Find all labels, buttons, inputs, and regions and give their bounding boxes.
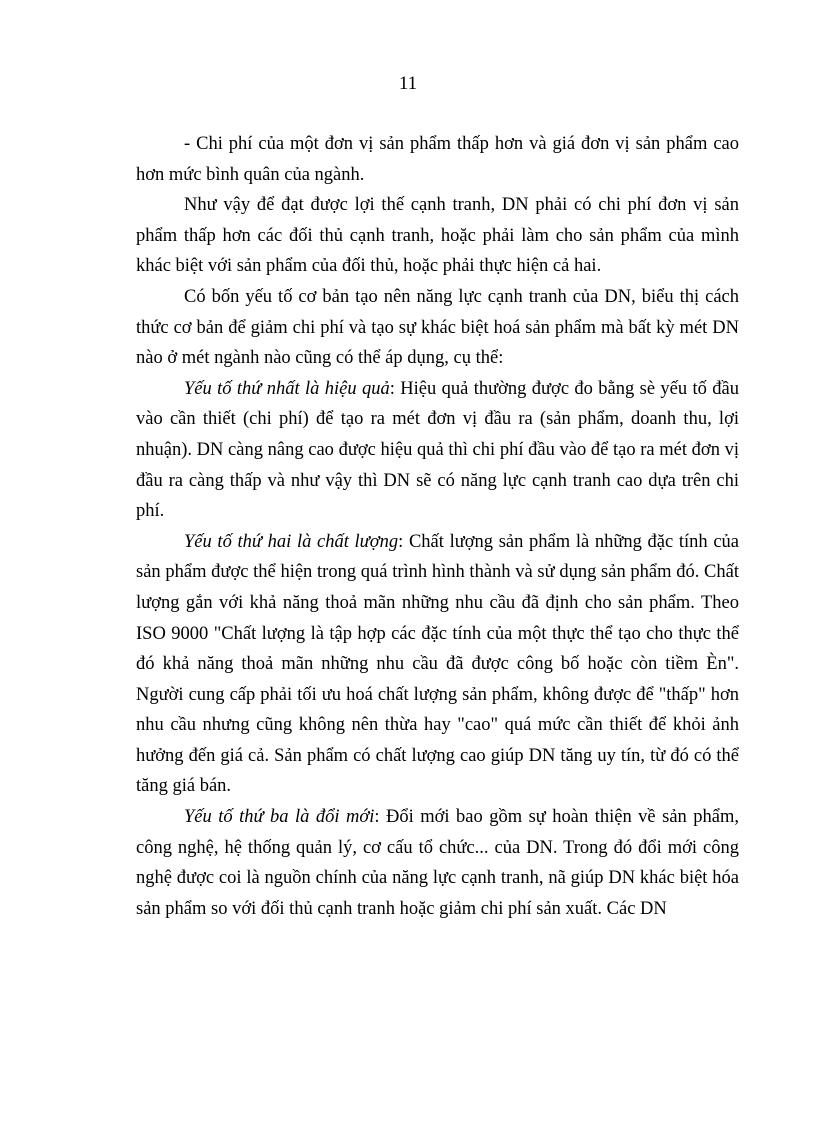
- paragraph-efficiency-lead: Yếu tố thứ nhất là hiệu quả: [184, 378, 390, 399]
- paragraph-2: [136, 190, 739, 282]
- paragraph-1-text: - Chi phí của một đơn vị sản phẩm thấp hơn và giá đơn vị sản phẩm cao hơn mức bình quân của ngành.: [136, 134, 739, 185]
- page-number: 11: [398, 73, 418, 94]
- paragraph-innovation: [136, 802, 739, 924]
- paragraph-1: [136, 129, 739, 190]
- paragraph-quality: [136, 527, 739, 802]
- paragraph-quality-lead: Yếu tố thứ hai là chất lượng: [184, 531, 399, 552]
- paragraph-3: [136, 282, 739, 374]
- document-body: [136, 129, 739, 924]
- paragraph-innovation-text: : Đổi mới bao gồm sự hoàn thiện về sản phẩm, công nghệ, hệ thống quản lý, cơ cấu tổ chức... của DN. Trong đó đổi mới công nghệ được coi là nguồn chính của năng lực cạnh tranh, nã giúp DN khác biệt hóa sản phẩm so với đối thủ cạnh tranh hoặc giảm chi phí sản xuất. Các DN: [136, 807, 739, 919]
- paragraph-quality-text: : Chất lượng sản phẩm là những đặc tính của sản phẩm được thể hiện trong quá trình hình thành và sử dụng sản phẩm đó. Chất lượng gắn với khả năng thoả mãn những nhu cầu đã định cho sản phẩm. Theo ISO 9000 "Chất lượng là tập hợp các đặc tính của một thực thể tạo cho thực thể đó khả năng thoả mãn những nhu cầu đã được công bố hoặc còn tiềm Èn". Người cung cấp phải tối ưu hoá chất lượng sản phẩm, không được để "thấp" hơn nhu cầu nhưng cũng không nên thừa hay "cao" quá mức cần thiết để khỏi ảnh hưởng đến giá cả. Sản phẩm có chất lượng cao giúp DN tăng uy tín, từ đó có thể tăng giá bán.: [136, 531, 740, 797]
- paragraph-efficiency-text: : Hiệu quả thường được đo bằng sè yếu tố đầu vào cần thiết (chi phí) để tạo ra mét đơn vị đầu ra (sản phẩm, doanh thu, lợi nhuận). DN càng nâng cao được hiệu quả thì chi phí đầu vào để tạo ra mét đơn vị đầu ra càng thấp và như vậy thì DN sẽ có năng lực cạnh tranh cao dựa trên chi phí.: [136, 378, 739, 522]
- paragraph-efficiency: [136, 374, 739, 527]
- paragraph-innovation-lead: Yếu tố thứ ba là đổi mới: [184, 807, 375, 828]
- paragraph-3-text: Có bốn yếu tố cơ bản tạo nên năng lực cạnh tranh của DN, biểu thị cách thức cơ bản để giảm chi phí và tạo sự khác biệt hoá sản phẩm mà bất kỳ mét DN nào ở mét ngành nào cũng có thể áp dụng, cụ thể:: [136, 286, 739, 369]
- paragraph-2-text: Như vậy để đạt được lợi thế cạnh tranh, DN phải có chi phí đơn vị sản phẩm thấp hơn các đối thủ cạnh tranh, hoặc phải làm cho sản phẩm của mình khác biệt với sản phẩm của đối thủ, hoặc phải thực hiện cả hai.: [136, 195, 739, 277]
